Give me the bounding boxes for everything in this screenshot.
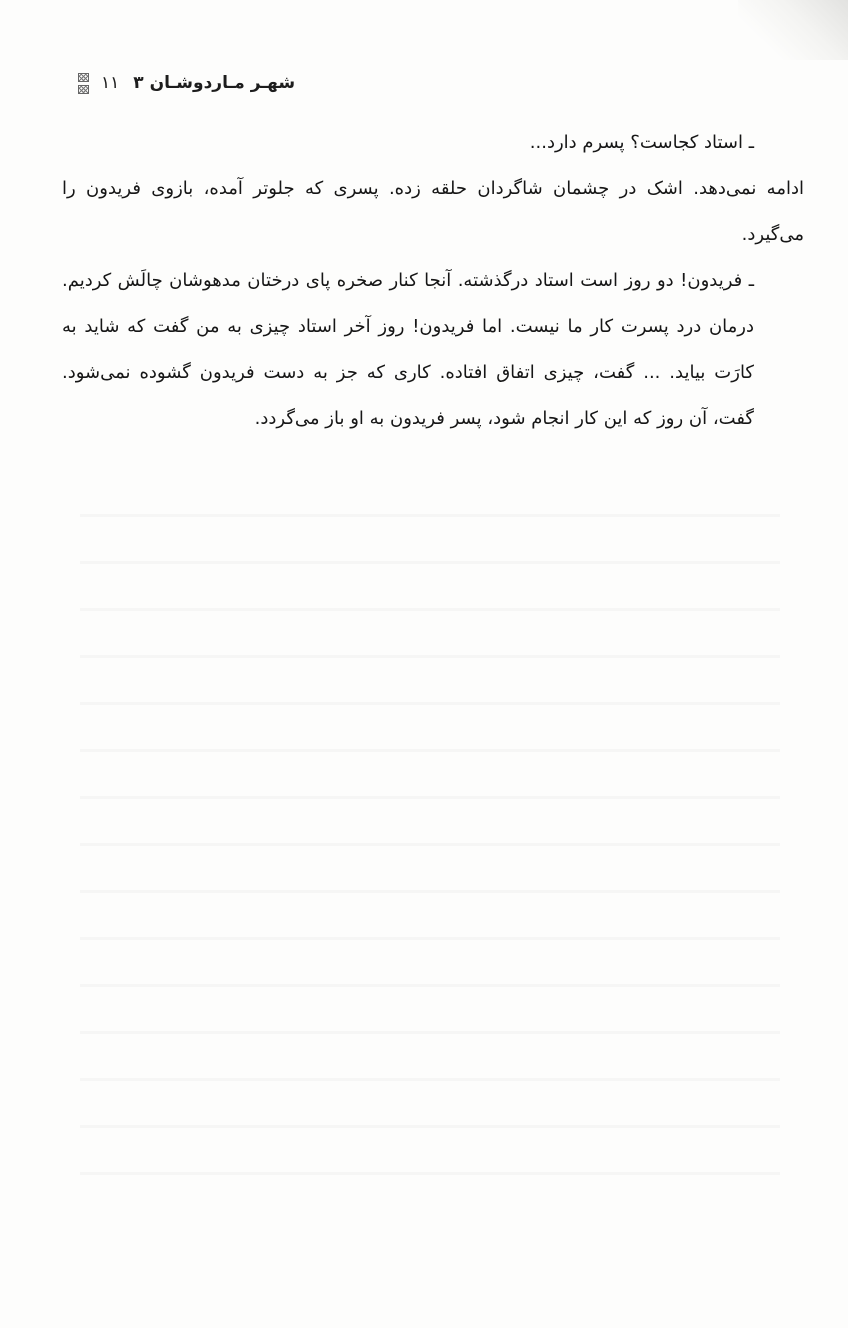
page-number: ۱۱ [101, 73, 120, 93]
page-corner-shadow [738, 0, 848, 60]
paragraph-narration: ادامه نمی‌دهد. اشک در چشمان شاگردان حلقه زده. پسری که جلوتر آمده، بازوی فریدون را می‌گیرد. [62, 178, 804, 245]
running-title: شهـر مـاردوشـان ۳ [133, 73, 296, 93]
ornament-square-bottom [78, 85, 89, 94]
text-body [62, 120, 804, 442]
ornament-square-top [78, 73, 89, 82]
hatched-square-ornament-icon [78, 73, 89, 94]
paragraph-dialogue-2: ـ فریدون! دو روز است استاد درگذشته. آنجا کنار صخره پای درختان مدهوشان چالَش کردیم. درمان درد پسرت کار ما نیست. اما فریدون! روز آخر استاد چیزی به من گفت که شاید به کارَت بیاید. ... گفت، چیزی اتفاق افتاده. کاری که جز به دست فریدون گشوده نمی‌شود. گفت، آن روز که این کار انجام شود، پسر فریدون به او باز می‌گردد. [62, 270, 754, 429]
page-header [78, 70, 295, 96]
paragraph-dialogue-1: ـ استاد کجاست؟ پسرم دارد... [529, 132, 754, 153]
reverse-side-bleed-through [80, 470, 780, 1190]
